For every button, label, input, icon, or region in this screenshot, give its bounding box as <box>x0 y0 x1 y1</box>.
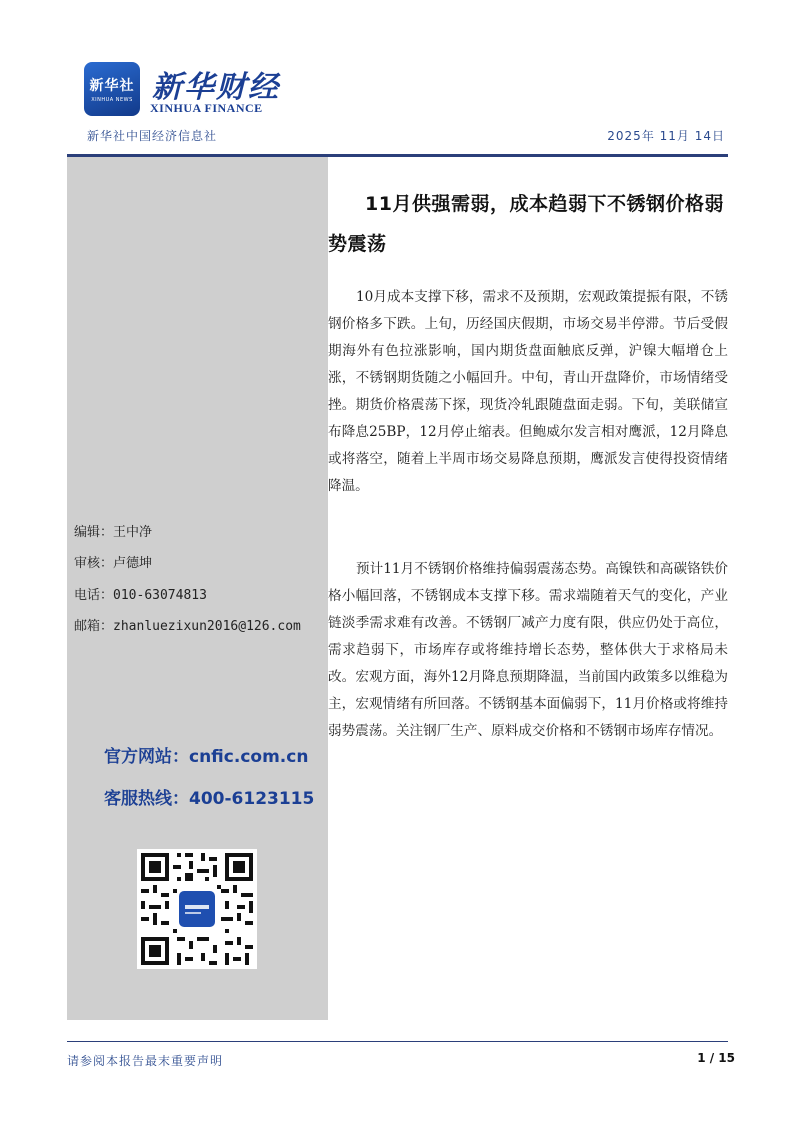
logo-subtext: XINHUA NEWS <box>91 97 133 103</box>
article-title: 11月供强需弱，成本趋弱下不锈钢价格弱势震荡 <box>328 193 724 255</box>
phone-line <box>74 584 207 603</box>
website-link[interactable]: cnfic.com.cn <box>189 747 309 767</box>
footer-divider <box>67 1041 728 1042</box>
editor-line <box>74 521 152 540</box>
article-paragraph: 预计11月不锈钢价格维持偏弱震荡态势。高镍铁和高碳铬铁价格小幅回落，不锈钢成本支撑下移。需求端随着天气的变化，产业链淡季需求难有改善。不锈钢厂减产力度有限，供应仍处于高位，需求趋弱下，市场库存或将维持增长态势，整体供大于求格局未改。宏观方面，海外12月降息预期降温，当前国内政策多以维稳为主，宏观情绪有所回落。不锈钢基本面偏弱下，11月价格或将维持弱势震荡。关注钢厂生产、原料成交价格和不锈钢市场库存情况。 <box>328 561 728 739</box>
hotline-label: 客服热线： <box>104 789 189 809</box>
publish-date: 2025年 11月 14日 <box>607 129 725 143</box>
logo-text: 新华社 <box>89 78 135 94</box>
hotline-number: 400-6123115 <box>189 789 315 809</box>
email-label: 邮箱： <box>74 619 114 634</box>
reviewer-line <box>74 552 152 571</box>
website-label: 官方网站： <box>104 747 189 767</box>
reviewer-label: 审核： <box>74 556 114 571</box>
editor-name: 王中净 <box>113 525 153 540</box>
disclaimer-note: 请参阅本报告最末重要声明 <box>67 1054 224 1068</box>
qr-code-graphic <box>137 849 257 969</box>
email-address[interactable]: zhanluezixun2016@126.com <box>113 619 301 634</box>
email-line <box>74 615 301 634</box>
phone-label: 电话： <box>74 588 114 603</box>
hotline-line <box>104 784 314 809</box>
website-line <box>104 742 308 767</box>
organization-name: 新华社中国经济信息社 <box>87 129 218 143</box>
xinhua-logo <box>84 62 140 116</box>
phone-number: 010-63074813 <box>113 588 207 603</box>
brand-name-en: XINHUA FINANCE <box>150 101 263 115</box>
article-paragraph: 10月成本支撑下移，需求不及预期，宏观政策提振有限，不锈钢价格多下跌。上旬，历经国庆假期，市场交易半停滞。节后受假期海外有色拉涨影响，国内期货盘面触底反弹，沪镍大幅增仓上涨，不锈钢期货随之小幅回升。中旬，青山开盘降价，市场情绪受挫。期货价格震荡下探，现货冷轧跟随盘面走弱。下旬，美联储宣布降息25BP，12月停止缩表。但鲍威尔发言相对鹰派，12月降息或将落空，随着上半周市场交易降息预期，鹰派发言使得投资情绪降温。 <box>328 289 728 494</box>
brand-name-cn: 新华财经 <box>152 70 280 105</box>
editor-label: 编辑： <box>74 525 114 540</box>
page-number: 1 / 15 <box>697 1051 735 1065</box>
reviewer-name: 卢德坤 <box>113 556 153 571</box>
qr-code-icon <box>137 849 257 969</box>
